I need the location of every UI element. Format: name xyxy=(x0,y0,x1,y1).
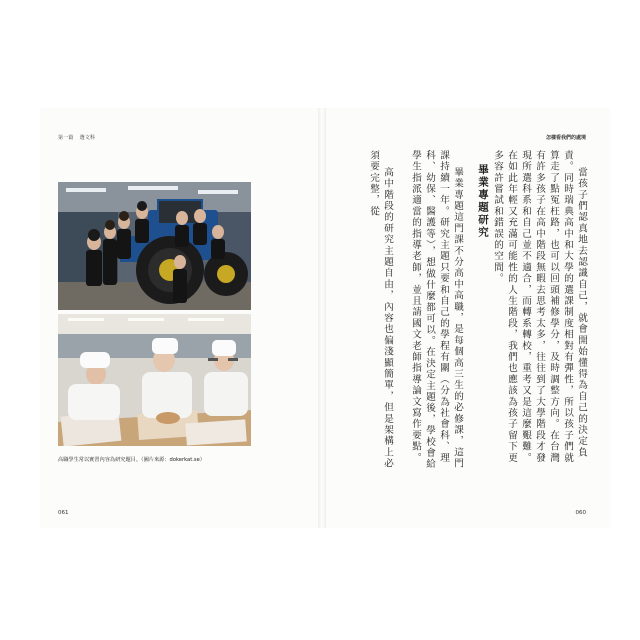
photo-caption: 高職學生常以實習內容為研究題目。（圖片來源：dokerkat.se） xyxy=(58,457,205,463)
page-number-left: 061 xyxy=(58,510,69,516)
running-header-right: 怎樣看我們的處境 xyxy=(545,135,586,141)
baking-scene-image xyxy=(58,314,251,446)
running-header-left xyxy=(58,134,101,141)
chapter-title: 選文科 xyxy=(79,135,96,141)
section-heading: 畢業專題研究 xyxy=(477,164,489,239)
paragraph-1: 當孩子們認真地去認識自己，就會開始懂得為自己的決定負責。同時瑞典高中和大學的選課制度相對有彈性，所以孩子們就算走了點冤枉路，也可以回頭補修學分，及時調整方向。在台灣有許多孩子在高中階段無暇去思考太多，往往到了大學階段才發現所選科系和自己並不適合，而轉系轉校，重考又是這麼艱難。在如此年輕又充滿可能性的人生階段，我們也應該為孩子留下更多容許嘗試和錯誤的空間。 xyxy=(492,150,587,464)
paragraph-3: 高中階段的研究主題自由，內容也偏淺顯簡單，但是架構上必須要完整，從 xyxy=(368,150,393,470)
chapter-label: 第一篇 xyxy=(58,135,74,141)
tractor-scene-image xyxy=(58,182,251,310)
paragraph-2: 畢業專題這門課不分高中高職，是每個高三生的必修課，這門課持續一年。研究主題只要和自己的學程有關（分為社會科、理科、幼保、醫護等），想做什麼都可以。在決定主題後，學校會給學生指派適當的指導老師，並且請國文老師指導論文寫作要點。 xyxy=(410,150,463,470)
page-number-right: 060 xyxy=(575,510,586,516)
book-gutter xyxy=(318,108,326,528)
vertical-body-text xyxy=(352,150,588,470)
photo-baking xyxy=(58,314,251,446)
photo-tractor xyxy=(58,182,251,310)
